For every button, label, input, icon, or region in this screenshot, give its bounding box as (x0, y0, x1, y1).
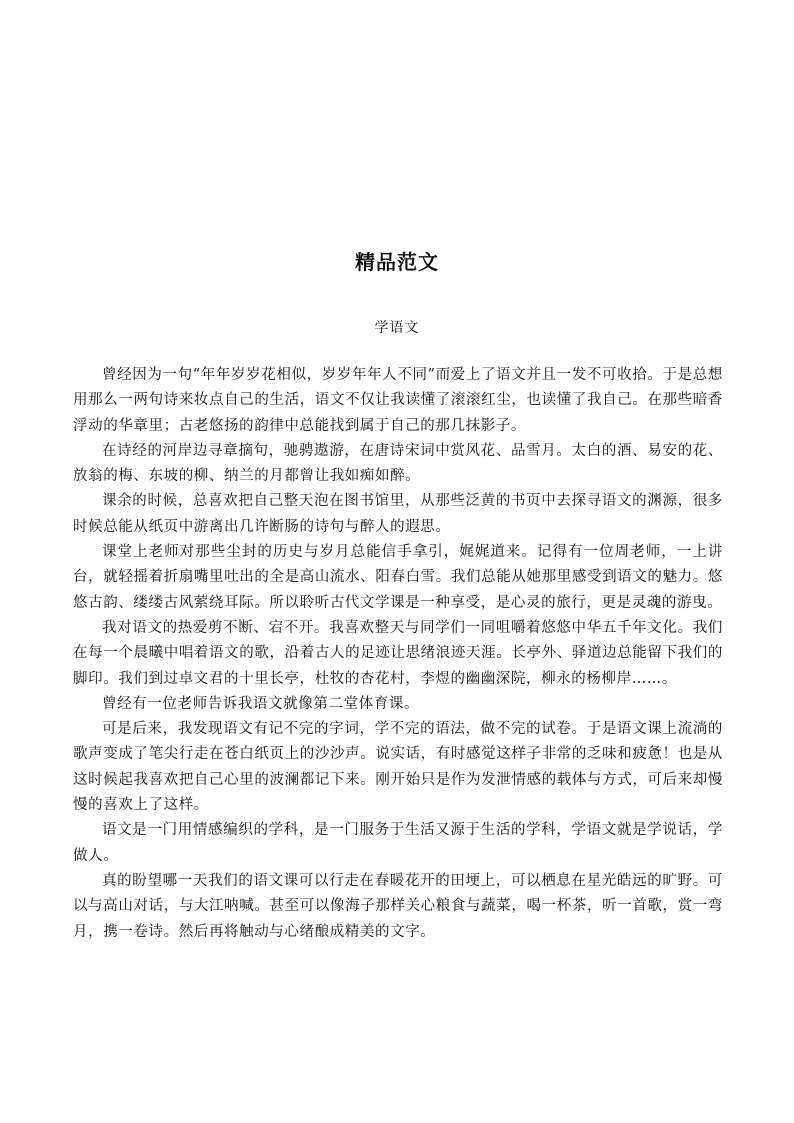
paragraph-3: 课余的时候，总喜欢把自己整天泡在图书馆里，从那些泛黄的书页中去探寻语文的渊源，很多时候总能从纸页中游离出几许断肠的诗句与醉人的遐思。 (73, 493, 723, 535)
paragraph-1: 曾经因为一句“年年岁岁花相似，岁岁年年人不同”而爱上了语文并且一发不可收拾。于是总想用那么一两句诗来妆点自己的生活，语文不仅让我读懂了滚滚红尘，也读懂了我自己。在那些暗香浮动的华章里；古老悠扬的韵律中总能找到属于自己的那几抹影子。 (73, 367, 723, 434)
paragraph-8: 语文是一门用情感编织的学科，是一门服务于生活又源于生活的学科，学语文就是学说话，学做人。 (73, 822, 723, 864)
paragraph-9: 真的盼望哪一天我们的语文课可以行走在春暖花开的田埂上，可以栖息在星光皓远的旷野。可以与高山对话，与大江呐喊。甚至可以像海子那样关心粮食与蔬菜，喝一杯茶，听一首歌，赏一弯月，携一卷诗。然后再将触动与心绪酿成精美的文字。 (73, 872, 723, 940)
paragraph-2: 在诗经的河岸边寻章摘句，驰骋遨游，在唐诗宋词中赏风花、品雪月。太白的酒、易安的花、放翁的梅、东坡的柳、纳兰的月都曾让我如痴如醉。 (73, 442, 723, 485)
paragraph-7: 可是后来，我发现语文有记不完的字词，学不完的语法，做不完的试卷。于是语文课上流淌的歌声变成了笔尖行走在苍白纸页上的沙沙声。说实话，有时感觉这样子非常的乏味和疲惫！也是从这时候起我喜欢把自己心里的波澜都记下来。刚开始只是作为发泄情感的载体与方式，可后来却慢慢的喜欢上了这样。 (73, 721, 723, 814)
paragraph-4: 课堂上老师对那些尘封的历史与岁月总能信手拿引，娓娓道来。记得有一位周老师，一上讲台，就轻摇着折扇嘴里吐出的全是高山流水、阳春白雪。我们总能从她那里感受到语文的魅力。悠悠古韵、缕缕古风萦绕耳际。所以聆听古代文学课是一种享受，是心灵的旅行，更是灵魂的游曳。 (73, 544, 723, 611)
document-title: 精品范文 (355, 250, 439, 274)
article-body (73, 363, 723, 945)
paragraph-6: 曾经有一位老师告诉我语文就像第二堂体育课。 (102, 695, 420, 712)
paragraph-5: 我对语文的热爱剪不断、宕不开。我喜欢整天与同学们一同咀嚼着悠悠中华五千年文化。我们在每一个晨曦中唱着语文的歌，沿着古人的足迹让思绪浪迹天涯。长亭外、驿道边总能留下我们的脚印。我们到过卓文君的十里长亭，杜牧的杏花村，李煜的幽幽深院，柳永的杨柳岸……。 (73, 619, 723, 687)
document-subtitle: 学语文 (374, 320, 420, 336)
